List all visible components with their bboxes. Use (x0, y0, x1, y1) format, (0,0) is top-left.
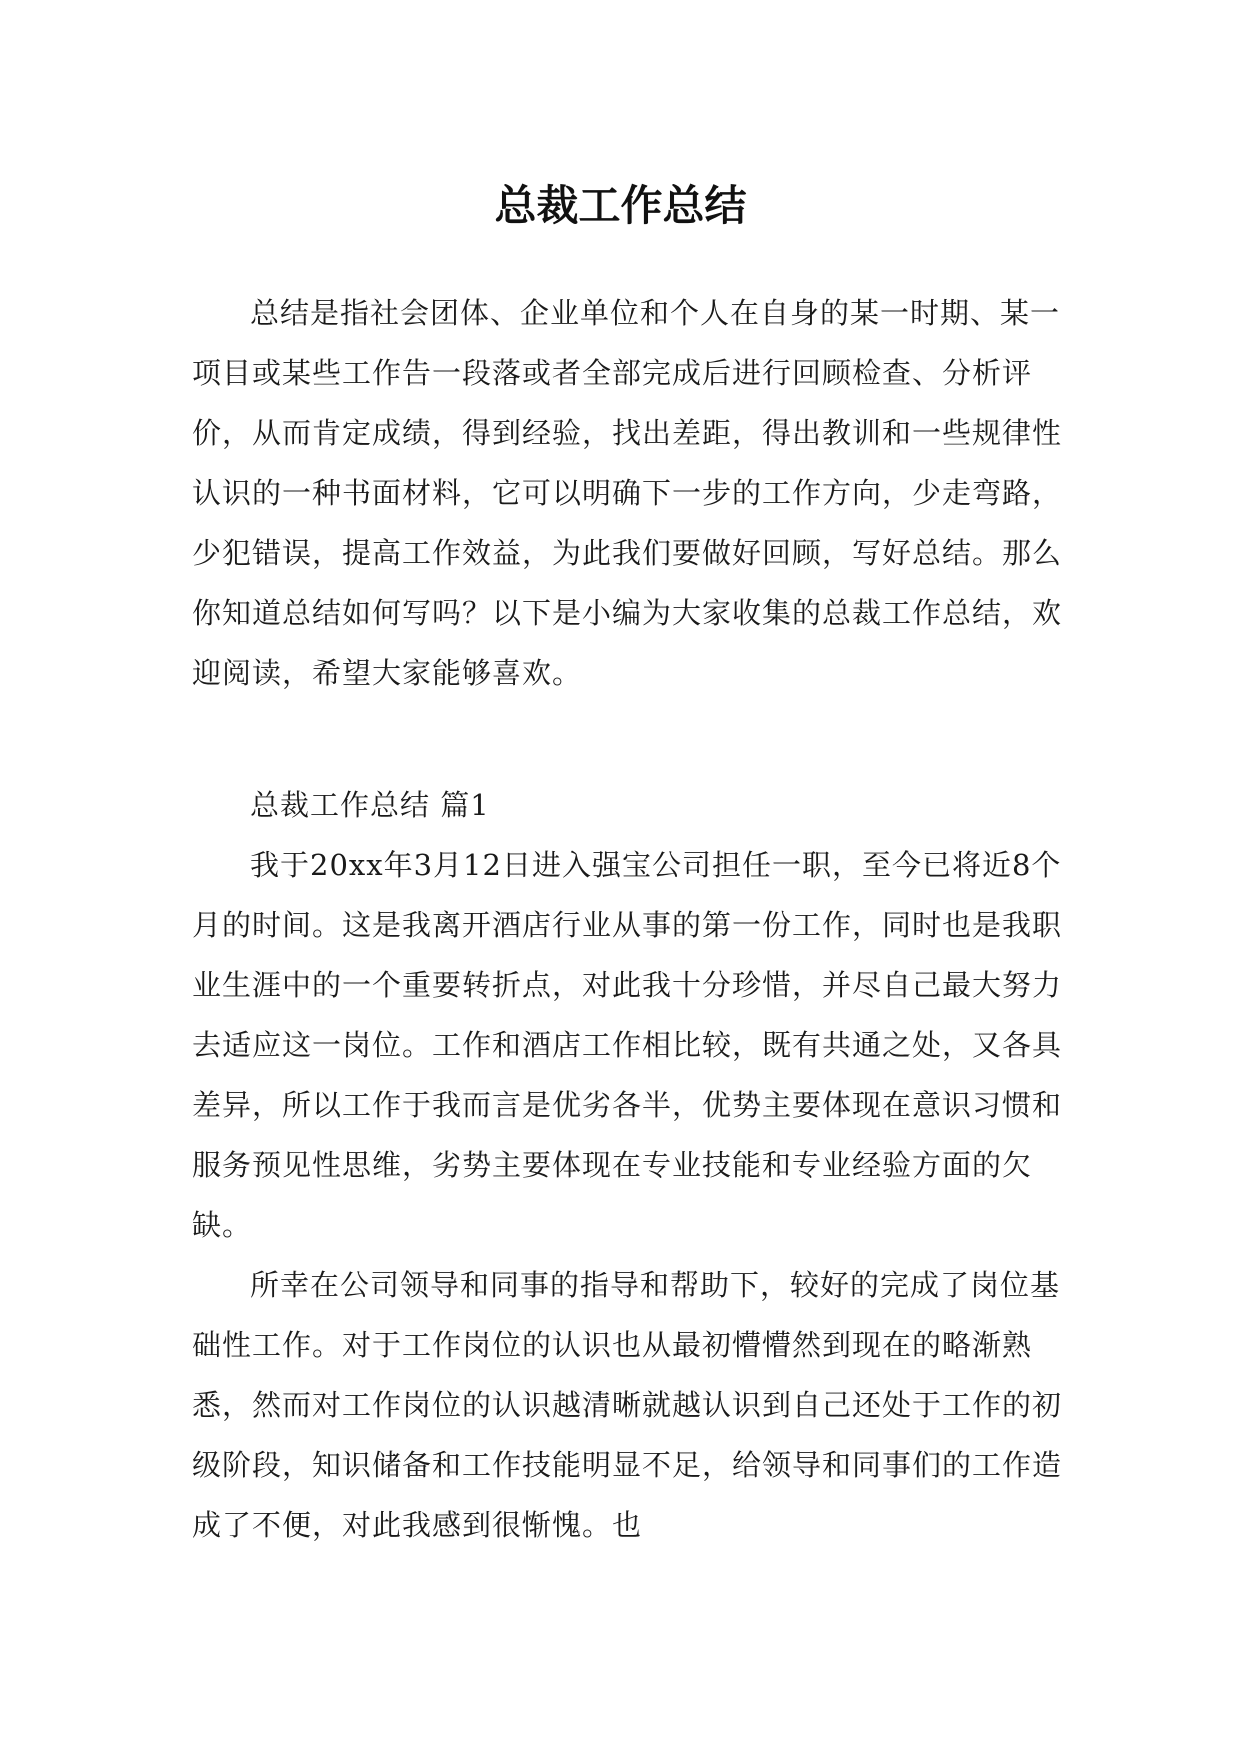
section-heading: 总裁工作总结 篇1 (250, 788, 490, 822)
intro-paragraph: 总结是指社会团体、企业单位和个人在自身的某一时期、某一项目或某些工作告一段落或者全部完成后进行回顾检查、分析评价，从而肯定成绩，得到经验，找出差距，得出教训和一些规律性认识的一种书面材料，它可以明确下一步的工作方向，少走弯路，少犯错误，提高工作效益，为此我们要做好回顾，写好总结。那么你知道总结如何写吗？以下是小编为大家收集的总裁工作总结，欢迎阅读，希望大家能够喜欢。 (192, 296, 1063, 690)
body-paragraph-2: 所幸在公司领导和同事的指导和帮助下，较好的完成了岗位基础性工作。对于工作岗位的认识也从最初懵懵然到现在的略渐熟悉，然而对工作岗位的认识越清晰就越认识到自己还处于工作的初级阶段，知识储备和工作技能明显不足，给领导和同事们的工作造成了不便，对此我感到很惭愧。也 (192, 1268, 1063, 1542)
body-paragraph-1: 我于20xx年3月12日进入强宝公司担任一职，至今已将近8个月的时间。这是我离开酒店行业从事的第一份工作，同时也是我职业生涯中的一个重要转折点，对此我十分珍惜，并尽自己最大努力去适应这一岗位。工作和酒店工作相比较，既有共通之处，又各具差异，所以工作于我而言是优劣各半，优势主要体现在意识习惯和服务预见性思维，劣势主要体现在专业技能和专业经验方面的欠缺。 (192, 848, 1063, 1242)
document-title: 总裁工作总结 (494, 181, 747, 231)
document-body (192, 283, 1062, 1555)
